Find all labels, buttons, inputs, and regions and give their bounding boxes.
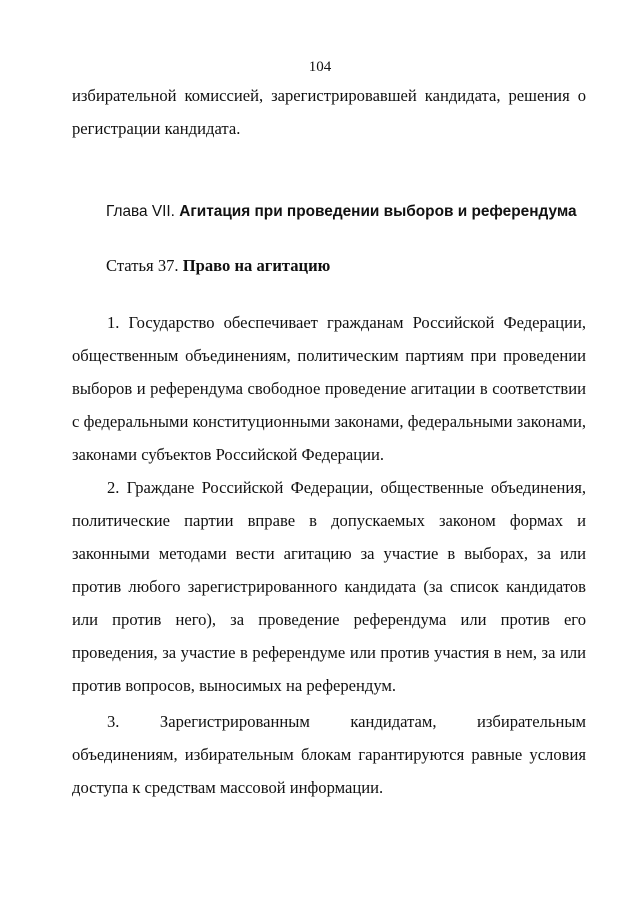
paragraph-1: 1. Государство обеспечивает гражданам Российской Федерации, общественным объединениям, политическим партиям при проведении выборов и референдума свободное проведение агитации в соответствии с федеральными конституционными законами, федеральными законами, законами субъектов Российской Федерации.: [72, 313, 586, 464]
chapter-heading: [106, 199, 596, 225]
paragraph-3: 3. Зарегистрированным кандидатам, избирательным объединениям, избирательным блокам гарантируются равные условия доступа к средствам массовой информации.: [72, 712, 586, 797]
paragraph-2: 2. Граждане Российской Федерации, общественные объединения, политические партии вправе в допускаемых законом формах и законными методами вести агитацию за участие в выборах, за или против любого зарегистрированного кандидата (за список кандидатов или против него), за проведение референдума или против его проведения, за участие в референдуме или против участия в нем, за или против вопросов, выносимых на референдум.: [72, 478, 586, 695]
chapter-prefix: Глава VII.: [106, 203, 175, 220]
chapter-title: Агитация при проведении выборов и референдума: [179, 203, 577, 220]
article-prefix: Статья 37.: [106, 256, 179, 275]
continuation-paragraph: избирательной комиссией, зарегистрировавшей кандидата, решения о регистрации кандидата.: [72, 86, 586, 138]
article-title: Право на агитацию: [182, 256, 331, 275]
page-number: 104: [308, 59, 332, 75]
article-heading: [106, 253, 586, 279]
